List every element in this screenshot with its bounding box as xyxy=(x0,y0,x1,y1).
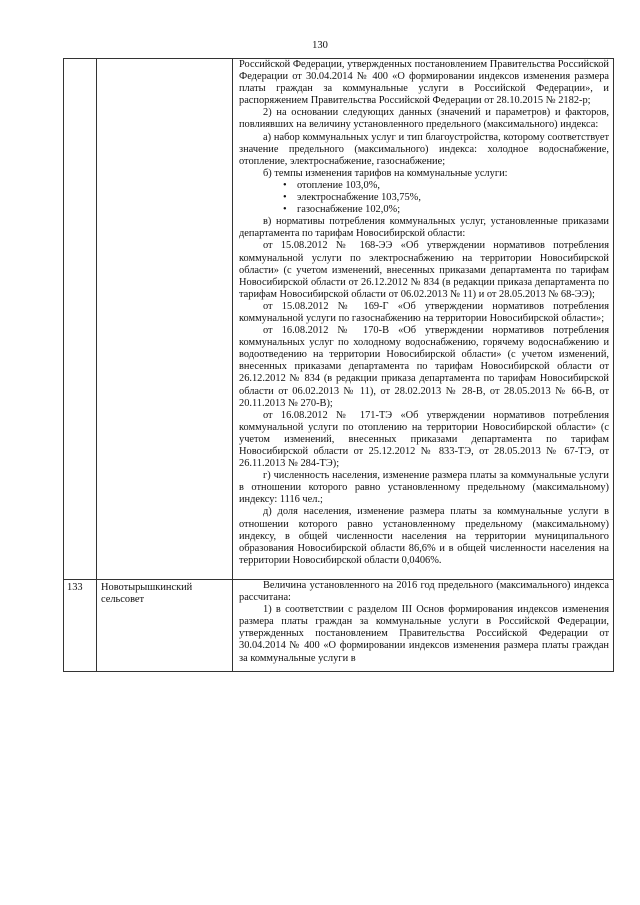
paragraph: д) доля населения, изменение размера платы за коммунальные услуги в отношении которого равно установленному предельному (максимальному) индексу, в общей численности населения на территории муниципального образования Новосибирской области 86,6% и в общей численности населения на территории Новосибирской области 0,0406%. xyxy=(239,506,609,566)
justification-cell xyxy=(233,579,614,671)
paragraph: от 15.08.2012 № 168-ЭЭ «Об утверждении нормативов потребления коммунальной услуги по электроснабжению на территории Новосибирской области» (с учетом изменений, внесенных приказами департамента по тарифам Новосибирской области от 26.12.2012 № 834 (в редакции приказа департамента по тарифам Новосибирской области от 06.02.2013 № 11) и от 28.05.2013 № 68-ЭЭ); xyxy=(239,240,609,300)
paragraph: 1) в соответствии с разделом III Основ формирования индексов изменения размера платы граждан за коммунальные услуги в Российской Федерации, утвержденных постановлением Правительства Российской Федерации от 30.04.2014 № 400 «О формировании индексов изменения размера платы граждан за коммунальные услуги в xyxy=(239,604,609,664)
document-table xyxy=(63,58,614,672)
paragraph: Российской Федерации, утвержденных постановлением Правительства Российской Федерации от 30.04.2014 № 400 «О формировании индексов изменения размера платы граждан за коммунальные услуги в Российской Федерации», и распоряжением Правительства Российской Федерации от 28.10.2015 № 2182-р; xyxy=(239,59,609,107)
table-row xyxy=(64,579,614,671)
row-number-cell: 133 xyxy=(64,579,97,671)
paragraph: 2) на основании следующих данных (значений и параметров) и факторов, повлиявших на величину установленного предельного (максимального) индекса: xyxy=(239,107,609,131)
page-number: 130 xyxy=(312,40,328,51)
paragraph: от 16.08.2012 № 171-ТЭ «Об утверждении нормативов потребления коммунальной услуги по отоплению на территории Новосибирской области» (с учетом изменений, внесенных приказами департамента по тарифам Новосибирской области от 25.12.2012 № 833-ТЭ, от 28.05.2013 № 67-ТЭ, от 26.11.2013 № 284-ТЭ); xyxy=(239,409,609,470)
justification-cell xyxy=(233,59,614,580)
paragraph: г) численность населения, изменение размера платы за коммунальные услуги в отношении которого равно установленному предельному (максимальному) индексу: 1116 чел.; xyxy=(239,470,609,506)
paragraph: от 16.08.2012 № 170-В «Об утверждении нормативов потребления коммунальных услуг по холодному водоснабжению, горячему водоснабжению и водоотведению на территории Новосибирской области» (с учетом изменений, внесенных приказами департамента по тарифам Новосибирской области от 26.12.2012 № 834 (в редакции приказа департамента по тарифам Новосибирской области от 06.02.2013 № 11), от 28.02.2013 № 28-В, от 28.05.2013 № 66-В, от 20.11.2013 № 270-В); xyxy=(239,325,609,409)
paragraph: от 15.08.2012 № 169-Г «Об утверждении нормативов потребления коммунальной услуги по газоснабжению на территории Новосибирской области»; xyxy=(239,300,609,324)
table-row xyxy=(64,59,614,580)
paragraph: а) набор коммунальных услуг и тип благоустройства, которому соответствует значение предельного (максимального) индекса: холодное водоснабжение, отопление, электроснабжение, газоснабжение; xyxy=(239,131,609,167)
tariff-list xyxy=(239,180,609,216)
paragraph: в) нормативы потребления коммунальных услуг, установленные приказами департамента по тарифам Новосибирской области: xyxy=(239,216,609,240)
paragraph: Величина установленного на 2016 год предельного (максимального) индекса рассчитана: xyxy=(239,579,609,604)
paragraph: б) темпы изменения тарифов на коммунальные услуги: xyxy=(263,167,508,179)
municipality-cell xyxy=(97,59,233,580)
list-item: • отопление 103,0%, xyxy=(283,180,609,192)
row-number-cell xyxy=(64,59,97,580)
list-item: • электроснабжение 103,75%, xyxy=(283,192,609,204)
list-item: • газоснабжение 102,0%; xyxy=(283,204,609,216)
municipality-cell: Новотырышкинский сельсовет xyxy=(97,579,233,671)
